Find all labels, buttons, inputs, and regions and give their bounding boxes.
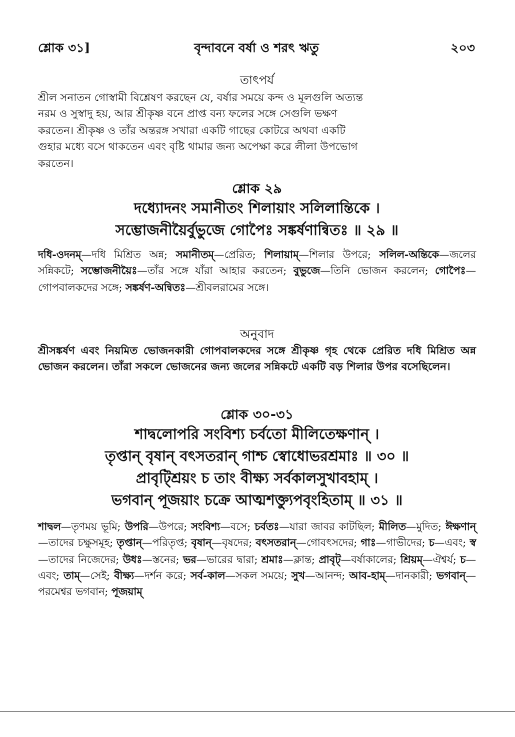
synonym-meaning: —বৃষদের;	[211, 537, 256, 550]
header-chapter-title: বৃন্দাবনে বর্ষা ও শরৎ ঋতু	[194, 40, 319, 55]
synonym-word: শাদ্বল	[38, 521, 61, 533]
synonym-word: বৃষান্	[191, 537, 212, 550]
verse-29-synonyms	[38, 247, 476, 296]
verse-line: প্রাবৃট্শ্রিয়ং চ তাং বীক্ষ্য সর্বকালসুখাবহাম্ ।	[135, 470, 379, 487]
synonym-word: বীক্ষ্য	[114, 569, 135, 582]
synonym-word: তৃপ্তান্	[116, 537, 142, 550]
synonym-meaning: —ক্লান্ত;	[283, 553, 319, 566]
purport-text	[38, 90, 476, 172]
synonym-meaning: —মুদিত;	[405, 521, 446, 533]
synonym-word: গোপৈঃ	[435, 265, 466, 278]
synonym-word: সম্ভোজনীয়ৈঃ	[80, 265, 138, 278]
synonym-word: সঙ্কর্ষণ-অন্বিতঃ	[125, 281, 186, 294]
purport-line: করতেন। শ্রীকৃষ্ণ ও তাঁর অন্তরঙ্গ সখারা একটি গাছের কোটরে অথবা একটি	[38, 124, 346, 137]
running-header	[38, 40, 475, 58]
synonym-meaning: —পরিতৃপ্ত;	[141, 537, 192, 550]
synonym-meaning: —আনন্দ;	[304, 569, 350, 582]
synonym-meaning: —তাদের চক্ষুসমূহ;	[38, 537, 117, 550]
verse-line: তৃপ্তান্ বৃষান্ বৎসতরান্ গাশ্চ স্বোধোভরশ্রমাঃ ॥ ৩০ ॥	[105, 448, 409, 465]
synonym-word: সুখ	[291, 569, 305, 582]
synonym-word: সলিল-অন্তিকে	[379, 249, 440, 261]
bottom-divider	[0, 711, 515, 712]
synonym-meaning: —প্রেরিত;	[213, 249, 265, 261]
verse-line: শাদ্বলোপরি সংবিশ্য চর্বতো মীলিতেক্ষণান্ ।	[134, 426, 380, 443]
translation-heading: অনুবাদ	[239, 327, 275, 341]
synonym-word: চ	[460, 553, 466, 566]
synonym-meaning: —বর্ষাকালের;	[340, 553, 401, 566]
synonym-word: চর্বতঃ	[254, 521, 280, 533]
synonym-meaning: —দর্শন করে;	[134, 569, 191, 582]
synonym-word: সংবিশ্য	[191, 521, 221, 533]
verse-29-translation: শ্রীসঙ্কর্ষণ এবং নিয়মিত ভোজনকারী গোপবালকদের সঙ্গে শ্রীকৃষ্ণ গৃহ থেকে প্রেরিত দধি মিশ্রিত অন্ন ভোজন করলেন। তাঁরা সকলে ভোজনের জন্য জলের সন্নিকটে একটি বড় শিলার উপর বসেছিলেন।	[38, 345, 476, 374]
synonym-word: উপরি	[124, 521, 149, 533]
synonym-meaning: —গাভীদের;	[375, 537, 429, 550]
synonym-word: শিলায়াম্	[264, 249, 299, 261]
synonym-meaning: —তাদের নিজেদের;	[38, 553, 123, 566]
synonym-meaning: —সকল সময়ে;	[225, 569, 292, 582]
synonym-word: প্রাবৃট্	[318, 553, 341, 566]
header-verse-ref: শ্লোক ৩১]	[38, 40, 91, 55]
purport-line: করতেন।	[38, 157, 74, 170]
synonym-word: সমানীতম্	[175, 249, 214, 261]
verse-30-31-synonyms	[38, 519, 476, 600]
synonym-word: ভগবান্	[436, 569, 466, 582]
synonym-meaning: —দধি মিশ্রিত অন্ন;	[81, 249, 176, 261]
synonym-word: ভর	[182, 553, 197, 566]
synonym-word: ঈক্ষণান্	[445, 521, 476, 533]
synonym-word: শ্রিয়ম্	[400, 553, 423, 566]
synonym-meaning: —এবং;	[434, 537, 470, 550]
synonym-word: দধি-ওদনম্	[38, 249, 82, 261]
synonym-word: মীলিত	[378, 521, 406, 533]
synonym-word: আব-হাম্	[349, 569, 386, 582]
verse-30-31-title: শ্লোক ৩০-৩১	[220, 407, 294, 423]
synonym-meaning: —শ্রীবলরামের সঙ্গে।	[185, 281, 269, 294]
synonym-word: উধঃ	[122, 553, 143, 566]
synonym-meaning: —তৃণময় ভূমি;	[60, 521, 125, 533]
synonym-meaning: —উপরে;	[148, 521, 192, 533]
synonym-meaning: —দানকারী;	[385, 569, 437, 582]
verse-29-text	[38, 198, 476, 242]
synonym-meaning: —ঐশ্বর্য;	[422, 553, 461, 566]
synonym-meaning: —শিলার উপরে;	[298, 249, 380, 261]
verse-30-31-text	[38, 424, 476, 512]
synonym-word: স্ব	[469, 537, 476, 550]
synonym-meaning: —গোপবালকদের সঙ্গে;	[38, 265, 477, 294]
synonym-word: বুভুজে	[293, 265, 321, 278]
synonym-meaning: —তিনি ভোজন করলেন;	[320, 265, 435, 278]
synonym-word: চ	[428, 537, 435, 550]
verse-line: ভগবান্ পূজয়াং চক্রে আত্মশক্ত্যুপবৃংহিতাম্ ॥ ৩১ ॥	[111, 492, 403, 509]
verse-line: দধ্যোদনং সমানীতং শিলায়াং সলিলান্তিকে ।	[133, 200, 380, 217]
header-page-number: ২০৩	[450, 40, 475, 55]
synonym-meaning: —জলের সন্নিকটে;	[38, 249, 476, 278]
synonym-word: পূজয়াম্	[111, 586, 143, 599]
synonym-word: শ্রমাঃ	[261, 553, 284, 566]
synonym-word: গাঃ	[360, 537, 376, 550]
purport-heading: তাৎপর্য	[240, 73, 274, 87]
synonym-meaning: —পরমেশ্বর ভগবান;	[38, 569, 476, 599]
synonym-meaning: —সেই;	[79, 569, 115, 582]
synonym-meaning: —বসে;	[220, 521, 255, 533]
synonym-word: সর্ব-কাল	[190, 569, 226, 582]
synonym-meaning: —তাঁর সঙ্গে যাঁরা আহার করতেন;	[137, 265, 294, 278]
verse-line: সম্ভোজনীয়ৈর্বুভুজে গোপৈঃ সঙ্কর্ষণান্বিতঃ ॥ ২৯ ॥	[115, 222, 399, 239]
synonym-meaning: —এবং;	[38, 553, 476, 582]
purport-line: গুহার মধ্যে বসে থাকতেন এবং বৃষ্টি থামার জন্য অপেক্ষা করে লীলা উপভোগ	[38, 141, 358, 154]
synonym-word: তাম্	[63, 569, 80, 582]
purport-line: শ্রীল সনাতন গোস্বামী বিশ্লেষণ করছেন যে, বর্ষার সময়ে কন্দ ও মূলগুলি অত্যন্ত	[38, 92, 364, 104]
synonym-meaning: —ভারের দ্বারা;	[196, 553, 262, 566]
synonym-meaning: —স্তনের;	[142, 553, 183, 566]
verse-29-title: শ্লোক ২৯	[232, 181, 282, 197]
synonym-meaning: —গোবৎসদের;	[296, 537, 361, 550]
purport-line: নরম ও সুস্বাদু হয়, আর শ্রীকৃষ্ণ বনে প্রাপ্ত বন্য ফলের সঙ্গে সেগুলি ভক্ষণ	[38, 108, 338, 121]
synonym-word: বৎসতরান্	[255, 537, 297, 550]
synonym-meaning: —যারা জাবর কাটছিল;	[279, 521, 379, 533]
